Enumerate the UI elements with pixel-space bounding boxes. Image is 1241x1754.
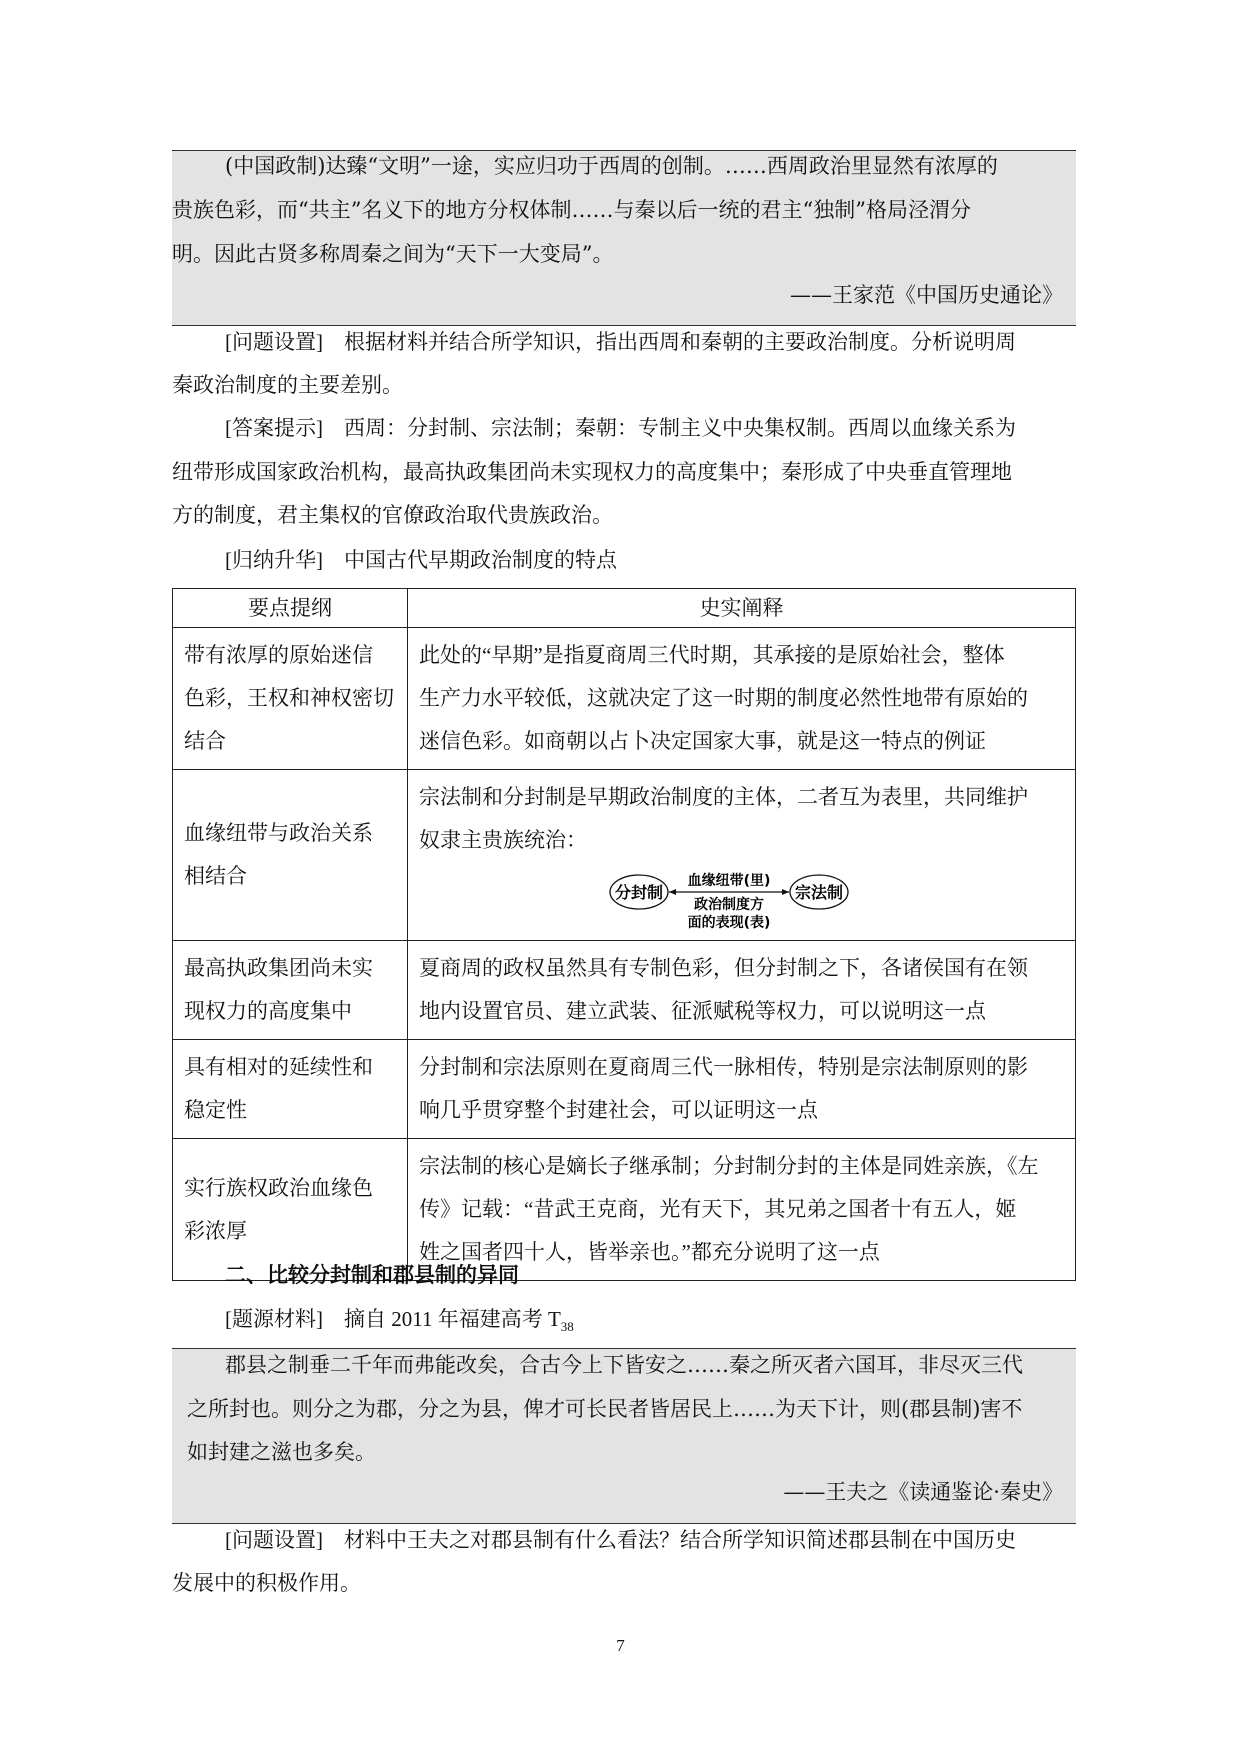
cell-line: 带有浓厚的原始迷信 xyxy=(184,643,373,667)
answer1-line-1: [答案提示] 西周：分封制、宗法制；秦朝：专制主义中央集权制。西周以血缘关系为 xyxy=(225,416,1016,440)
table-cell-detail xyxy=(408,770,1076,941)
cell-line: 色彩，王权和神权密切 xyxy=(184,686,394,710)
arrow-head-right xyxy=(782,889,789,895)
table-row xyxy=(173,628,1076,770)
cell-line: 具有相对的延续性和 xyxy=(184,1055,373,1079)
summary-table xyxy=(172,588,1076,1281)
table-row xyxy=(173,1139,1076,1281)
cell-line: 稳定性 xyxy=(184,1098,247,1122)
quote1-line-3: 明。因此古贤多称周秦之间为“天下一大变局”。 xyxy=(172,242,614,266)
table-row xyxy=(173,770,1076,941)
table-row xyxy=(173,941,1076,1040)
diagram-bottom-label-2: 面的表现(表) xyxy=(687,915,771,931)
question2-line-2: 发展中的积极作用。 xyxy=(172,1571,361,1595)
cell-line: 奴隶主贵族统治： xyxy=(419,828,587,852)
table-header-key: 要点提纲 xyxy=(173,589,408,628)
quote2-line-2: 之所封也。则分之为郡，分之为县，俾才可长民者皆居民上……为天下计，则(郡县制)害不 xyxy=(187,1397,1023,1421)
quote1-line-2: 贵族色彩，而“共主”名义下的地方分权体制……与秦以后一统的君主“独制”格局泾渭分 xyxy=(172,198,971,222)
summary-heading: [归纳升华] 中国古代早期政治制度的特点 xyxy=(225,548,617,572)
section2-source-subscript: 38 xyxy=(560,1319,574,1335)
table-cell-detail xyxy=(408,941,1076,1040)
cell-line: 迷信色彩。如商朝以占卜决定国家大事，就是这一特点的例证 xyxy=(419,729,986,753)
cell-line: 姓之国者四十人，皆举亲也。”都充分说明了这一点 xyxy=(419,1240,880,1264)
quote1-source: ——王家范《中国历史通论》 xyxy=(790,283,1063,307)
table-header-row xyxy=(173,589,1076,628)
cell-line: 现权力的高度集中 xyxy=(184,999,352,1023)
question2-line-1: [问题设置] 材料中王夫之对郡县制有什么看法？结合所学知识简述郡县制在中国历史 xyxy=(225,1528,1016,1552)
cell-line: 最高执政集团尚未实 xyxy=(184,956,373,980)
cell-line: 彩浓厚 xyxy=(184,1218,247,1243)
cell-line: 生产力水平较低，这就决定了这一时期的制度必然性地带有原始的 xyxy=(419,686,1028,710)
page-number: 7 xyxy=(616,1636,625,1655)
cell-line: 分封制和宗法原则在夏商周三代一脉相传，特别是宗法制原则的影 xyxy=(419,1055,1028,1079)
table-cell-key xyxy=(173,941,408,1040)
feudal-clan-relation-diagram xyxy=(609,864,849,932)
table-cell-key xyxy=(173,770,408,941)
section2-heading: 二、比较分封制和郡县制的异同 xyxy=(225,1263,519,1287)
section2-source-text: [题源材料] 摘自 2011 年福建高考 T xyxy=(225,1307,561,1331)
diagram-bottom-label-1: 政治制度方 xyxy=(694,897,764,913)
table-cell-detail xyxy=(408,1040,1076,1139)
diagram-left-label: 分封制 xyxy=(614,883,664,902)
question1-line-2: 秦政治制度的主要差别。 xyxy=(172,373,403,397)
answer1-line-2: 纽带形成国家政治机构，最高执政集团尚未实现权力的高度集中；秦形成了中央垂直管理地 xyxy=(172,460,1012,484)
table-cell-key xyxy=(173,628,408,770)
arrow-head-left xyxy=(669,889,676,895)
cell-line: 响几乎贯穿整个封建社会，可以证明这一点 xyxy=(419,1098,818,1122)
table-row xyxy=(173,1040,1076,1139)
quote2-line-3: 如封建之滋也多矣。 xyxy=(187,1440,376,1464)
table-cell-key xyxy=(173,1040,408,1139)
cell-line: 宗法制的核心是嫡长子继承制；分封制分封的主体是同姓亲族，《左 xyxy=(419,1154,1039,1178)
quote1-line-1: (中国政制)达臻“文明”一途，实应归功于西周的创制。……西周政治里显然有浓厚的 xyxy=(225,154,998,178)
cell-line: 相结合 xyxy=(184,864,247,888)
quote2-line-1: 郡县之制垂二千年而弗能改矣，合古今上下皆安之……秦之所灭者六国耳，非尽灭三代 xyxy=(225,1353,1023,1377)
cell-line: 夏商周的政权虽然具有专制色彩，但分封制之下，各诸侯国有在领 xyxy=(419,956,1028,980)
table-cell-detail xyxy=(408,628,1076,770)
cell-line: 宗法制和分封制是早期政治制度的主体，二者互为表里，共同维护 xyxy=(419,785,1028,809)
table-cell-detail xyxy=(408,1139,1076,1281)
table-header-detail: 史实阐释 xyxy=(408,589,1076,628)
diagram-top-label: 血缘纽带(里) xyxy=(687,873,771,889)
cell-line: 地内设置官员、建立武装、征派赋税等权力，可以说明这一点 xyxy=(419,999,986,1023)
section2-source xyxy=(225,1309,574,1333)
cell-line: 实行族权政治血缘色 xyxy=(184,1175,373,1200)
quote2-source: ——王夫之《读通鉴论·秦史》 xyxy=(783,1480,1063,1504)
table-cell-key xyxy=(173,1139,408,1281)
cell-line: 此处的“早期”是指夏商周三代时期，其承接的是原始社会，整体 xyxy=(419,643,1005,667)
question1-line-1: [问题设置] 根据材料并结合所学知识，指出西周和秦朝的主要政治制度。分析说明周 xyxy=(225,330,1016,354)
cell-line: 结合 xyxy=(184,729,226,753)
cell-line: 传》记载：“昔武王克商，光有天下，其兄弟之国者十有五人，姬 xyxy=(419,1197,1017,1221)
answer1-line-3: 方的制度，君主集权的官僚政治取代贵族政治。 xyxy=(172,503,613,527)
diagram-right-label: 宗法制 xyxy=(794,883,844,902)
cell-line: 血缘纽带与政治关系 xyxy=(184,821,373,845)
